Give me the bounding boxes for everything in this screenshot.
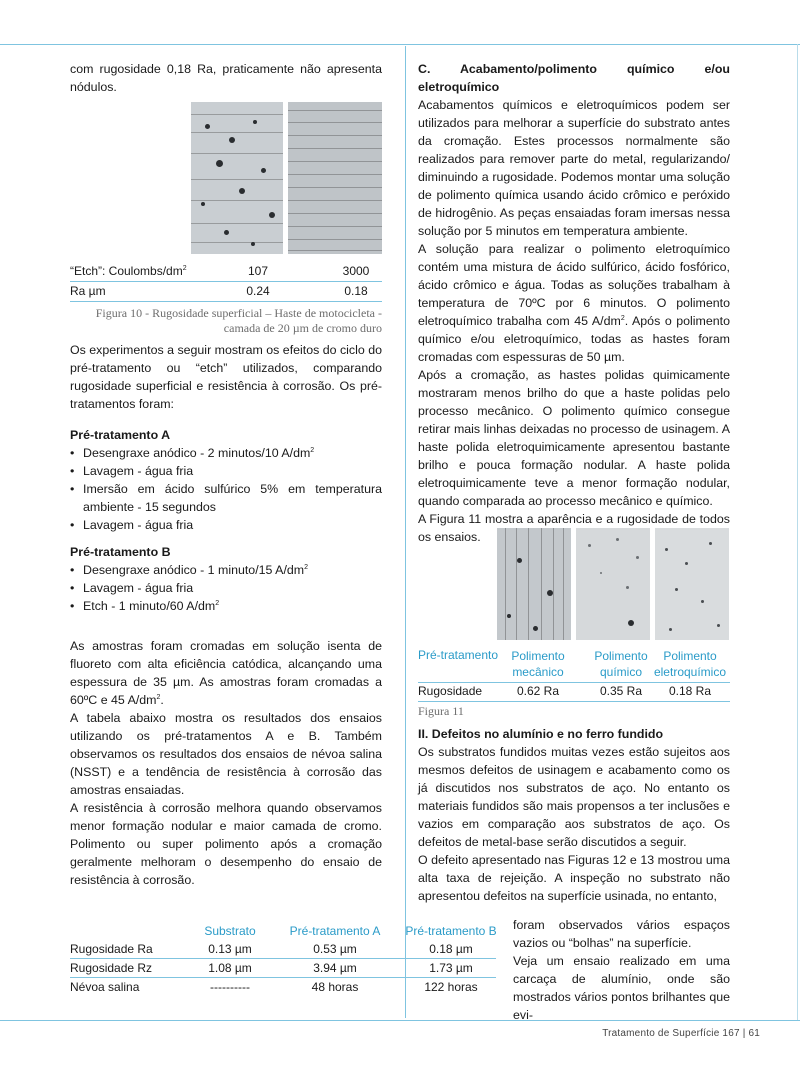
paragraph-corrosion: A resistência à corrosão melhora quando observamos menor formação nodular e maior camada de cromo. Polimento ou super polimento após a cromação geralmente melhoram o desempenho do ensaio de resistência à corrosão. [70,801,382,887]
section-c-paragraph-3: Após a cromação, as hastes polidas quimicamente mostraram menos brilho do que a haste polidas pelo processo mecânico. O polimento químico consegue retirar mais linhas deixadas no processo de usinagem. A haste polida eletroquimicamente apresentou bastante brilho e pouca formação nodular. A haste polida eletroquimicamente teve a menor formação nodular, quando comparada ao processo mecânico e químico. [418,368,730,508]
section-c-paragraph-4: A Figura 11 mostra a aparência e a rugosidade de todos os ensaios. [418,512,730,544]
figure-10-photo-etch-3000 [288,102,382,254]
figure-11-header-electrochemical: Polimento eletroquímico [653,649,727,679]
table-cell: Névoa salina [70,980,140,994]
ra-value-b: 0.18 [344,284,368,298]
figure-11-roughness-mechanical: 0.62 Ra [516,684,560,698]
table-cell: 0.13 µm [208,942,252,956]
figure-11-caption: Figura 11 [418,704,464,718]
section-ii-paragraph-2: O defeito apresentado nas Figuras 12 e 13 mostrou uma alta taxa de rejeição. A inspeção no substrato não apresentou defeitos na superfície usinada, no entanto, [418,853,730,903]
list-item: • Lavagem - água fria [70,516,382,534]
paragraph-samples: As amostras foram cromadas em solução isenta de fluoreto com alta eficiência catódica, alcançando uma espessura de 35 µm. As amostras foram cromadas a 60ºC e 45 $A/dm^2$. [70,639,382,707]
figure-11-header-pretreatment: Pré-tratamento [418,648,499,662]
figure-10-photo-etch-107 [191,102,283,254]
figure-11-table-divider [418,682,730,683]
etch-label: “Etch”: Coulombs/$dm^2$ [70,264,187,278]
table-cell: 48 horas [311,980,359,994]
results-table [70,922,498,994]
intro-text: com rugosidade 0,18 Ra, praticamente não apresenta nódulos. [70,62,382,94]
top-rule [0,44,800,45]
table-cell: Rugosidade Rz [70,961,153,975]
list-item: • Lavagem - água fria [70,462,382,480]
figure-11-table [418,646,730,702]
list-item: • Desengraxe anódico - 2 minutos/10 $A/dm^2$ [70,444,382,462]
figure-10-caption-line2: camada de 20 µm de cromo duro [223,321,382,335]
results-header-row [70,922,498,940]
ra-label: Ra µm [70,284,106,298]
right-section-c [418,60,730,546]
section-c-title: C. Acabamento/polimento químico e/ou eletroquímico [418,62,730,94]
list-item: • Desengraxe anódico - 1 minuto/15 $A/dm^2$ [70,561,382,579]
figure-10-caption [70,306,382,336]
paragraph-experiments: Os experimentos a seguir mostram os efeitos do ciclo do pré-tratamento ou “etch” utilizados, comparando rugosidade superficial e resistência à corrosão. Os pré-tratamentos foram: [70,343,382,411]
pre-treatment-a-list [70,444,382,534]
pre-treatment-b-list [70,561,382,615]
results-header-pre-b: Pré-tratamento B [405,924,497,938]
section-c-paragraph-1: Acabamentos químicos e eletroquímicos podem ser utilizados para melhorar a superfície do substrato antes da cromação. Estes processos normalmente são realizados para remover parte do metal, regularizando/ diminuindo a rugosidade. Podemos montar uma solução de polimento química usando ácido crômico e peróxido de hidrogênio. As peças ensaiadas foram imersas nessa solução por 5 minutos em temperatura ambiente. [418,98,730,238]
results-header-substrato: Substrato [204,924,256,938]
section-c-paragraph-2: A solução para realizar o polimento eletroquímico contém uma mistura de ácido sulfúrico, ácido fosfórico, ácido crômico e água. Todas as soluções trabalham à temperatura de 70ºC por 6 minutos. O polimento eletroquímico trabalha com 45 $A/dm^2$. Após o polimento químico e/ou eletroquímico, todas as hastes foram cromadas com espessuras de 50 µm. [418,242,730,364]
figure-11-roughness-electrochemical: 0.18 Ra [668,684,712,698]
list-item: • Etch - 1 minuto/60 $A/dm^2$ [70,597,382,615]
right-section-ii-wrap [513,916,730,1024]
right-section-ii [418,725,730,905]
figure-11-photo-mechanical [497,528,571,640]
section-ii-paragraph-1: Os substratos fundidos muitas vezes estão sujeitos aos mesmos defeitos de usinagem e acabamento como os já discutidos nos substratos de aço. No entanto os materiais fundidos são mais propensos a ter inclusões e vazios em comparação aos substratos de aço. Os defeitos de metal-base serão discutidos a seguir. [418,745,730,849]
list-item: • Imersão em ácido sulfúrico 5% em temperatura ambiente - 15 segundos [70,480,382,516]
figure-11-roughness-label: Rugosidade [418,684,483,698]
figure-11-header-chemical: Polimento químico [594,649,648,679]
figure-11-roughness-chemical: 0.35 Ra [599,684,643,698]
results-header-pre-a: Pré-tratamento A [289,924,381,938]
paragraph-table-intro: A tabela abaixo mostra os resultados dos ensaios utilizando os pré-tratamentos A e B. Também observamos os resultados dos ensaios de névoa salina (NSST) e a tendência de resistência à corrosão das amostras ensaiadas. [70,711,382,797]
left-intro [70,60,382,96]
figure-10-row-ra [70,282,382,300]
section-ii-paragraph-3: foram observados vários espaços vazios ou “bolhas” na superfície. [513,918,730,950]
figure-11-header-mechanical: Polimento mecânico [511,649,565,679]
pre-treatment-b-title: Pré-tratamento B [70,545,171,559]
figure-10-caption-line1: Figura 10 - Rugosidade superficial – Haste de motocicleta - [95,306,382,320]
table-cell: Rugosidade Ra [70,942,153,956]
figure-11-photo-electrochemical [655,528,729,640]
etch-value-a: 107 [247,264,269,278]
table-cell: 0.18 µm [429,942,473,956]
figure-11-table-bottom-rule [418,701,730,702]
etch-value-b: 3000 [342,264,370,278]
pre-treatment-a-title: Pré-tratamento A [70,428,171,442]
column-divider [405,46,406,1018]
page-footer: Tratamento de Superfície 167 | 61 [602,1028,760,1039]
right-margin-rule [797,44,798,1021]
table-row [70,959,498,977]
table-row [70,978,498,996]
table-cell: 3.94 µm [313,961,357,975]
figure-10-row-etch [70,262,382,280]
table-cell: 1.73 µm [429,961,473,975]
figure-10-table [70,262,382,302]
table-cell: ---------- [210,980,250,994]
table-cell: 1.08 µm [208,961,252,975]
figure-10-table-bottom-rule [70,301,382,302]
ra-value-a: 0.24 [246,284,270,298]
section-ii-title: II. Defeitos no alumínio e no ferro fundido [418,727,664,741]
list-item: • Lavagem - água fria [70,579,382,597]
table-row [70,940,498,958]
figure-11-photo-chemical [576,528,650,640]
table-cell: 122 horas [424,980,478,994]
left-body [70,341,382,889]
section-ii-paragraph-4: Veja um ensaio realizado em uma carcaça de alumínio, onde são mostrados vários pontos brilhantes que evi- [513,954,730,1022]
table-cell: 0.53 µm [313,942,357,956]
